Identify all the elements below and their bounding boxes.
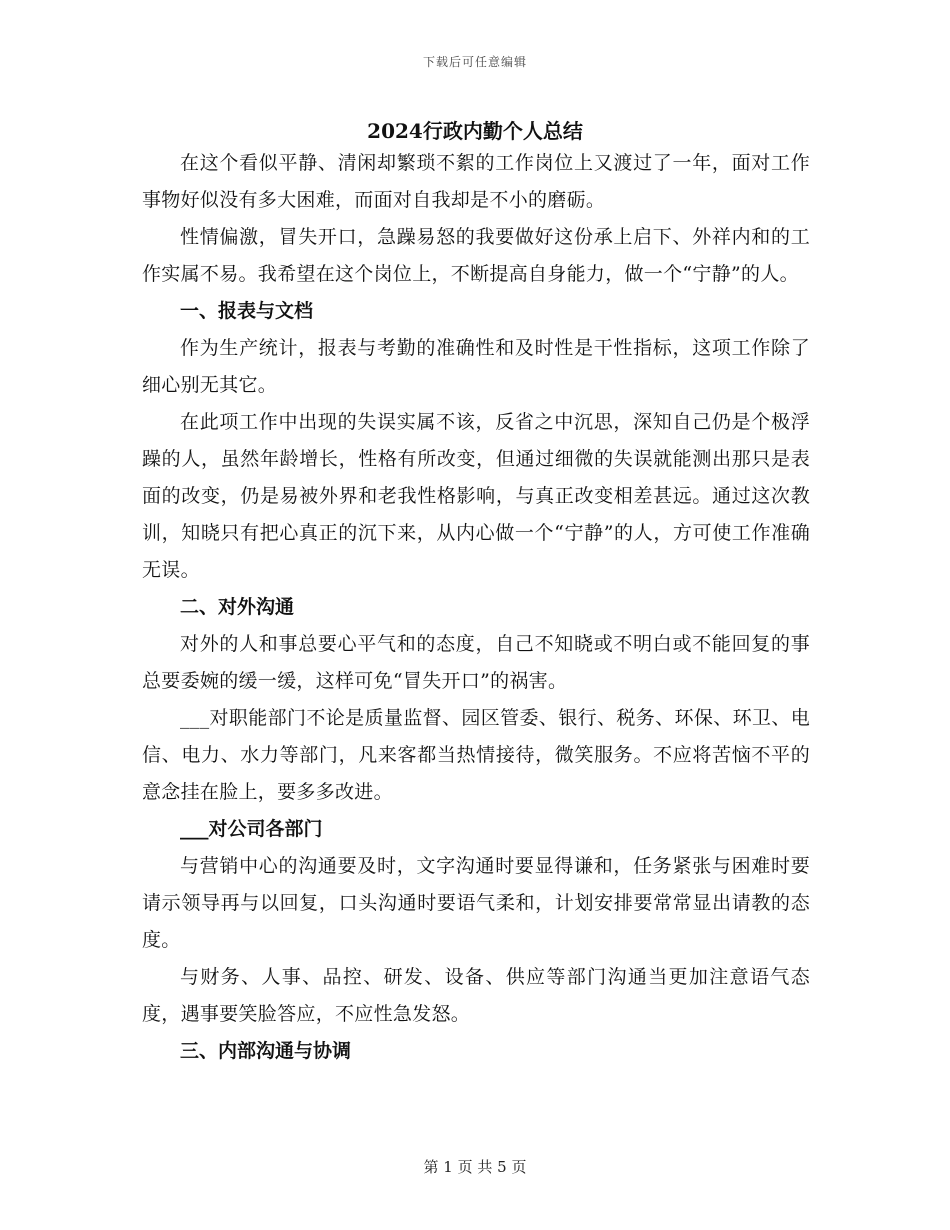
document-body bbox=[142, 145, 810, 1070]
paragraph: 与营销中心的沟通要及时，文字沟通时要显得谦和，任务紧张与困难时要请示领导再与以回复，口头沟通时要语气柔和，计划安排要常常显出请教的态度。 bbox=[142, 855, 810, 951]
section-heading: 二、对外沟通 bbox=[180, 596, 295, 618]
paragraph: 在这个看似平静、清闲却繁琐不絮的工作岗位上又渡过了一年，面对工作事物好似没有多大困难，而面对自我却是不小的磨砺。 bbox=[142, 152, 810, 211]
paragraph: 性情偏激，冒失开口，急躁易怒的我要做好这份承上启下、外祥内和的工作实属不易。我希望在这个岗位上，不断提高自身能力，做一个“宁静”的人。 bbox=[142, 226, 810, 285]
section-heading: 一、报表与文档 bbox=[180, 300, 314, 322]
paragraph: 在此项工作中出现的失误实属不该，反省之中沉思，深知自己仍是个极浮躁的人，虽然年龄增长，性格有所改变，但通过细微的失误就能测出那只是表面的改变，仍是易被外界和老我性格影响，与真正改变相差甚远。通过这次教训，知晓只有把心真正的沉下来，从内心做一个“宁静”的人，方可使工作准确无误。 bbox=[142, 411, 810, 581]
section-heading: ___对公司各部门 bbox=[180, 818, 323, 840]
paragraph: ___对职能部门不论是质量监督、园区管委、银行、税务、环保、环卫、电信、电力、水力等部门，凡来客都当热情接待，微笑服务。不应将苦恼不平的意念挂在脸上，要多多改进。 bbox=[142, 707, 810, 803]
paragraph: 与财务、人事、品控、研发、设备、供应等部门沟通当更加注意语气态度，遇事要笑脸答应，不应性急发怒。 bbox=[142, 966, 810, 1025]
page-header: 下载后可任意编辑 bbox=[422, 55, 527, 69]
page-footer: 第 1 页 共 5 页 bbox=[423, 1158, 527, 1176]
paragraph: 对外的人和事总要心平气和的态度，自己不知晓或不明白或不能回复的事总要委婉的缓一缓，这样可免“冒失开口”的祸害。 bbox=[142, 633, 810, 692]
document-title: 2024行政内勤个人总结 bbox=[367, 119, 583, 143]
paragraph: 作为生产统计，报表与考勤的准确性和及时性是干性指标，这项工作除了细心别无其它。 bbox=[142, 337, 810, 396]
section-heading: 三、内部沟通与协调 bbox=[180, 1040, 352, 1062]
